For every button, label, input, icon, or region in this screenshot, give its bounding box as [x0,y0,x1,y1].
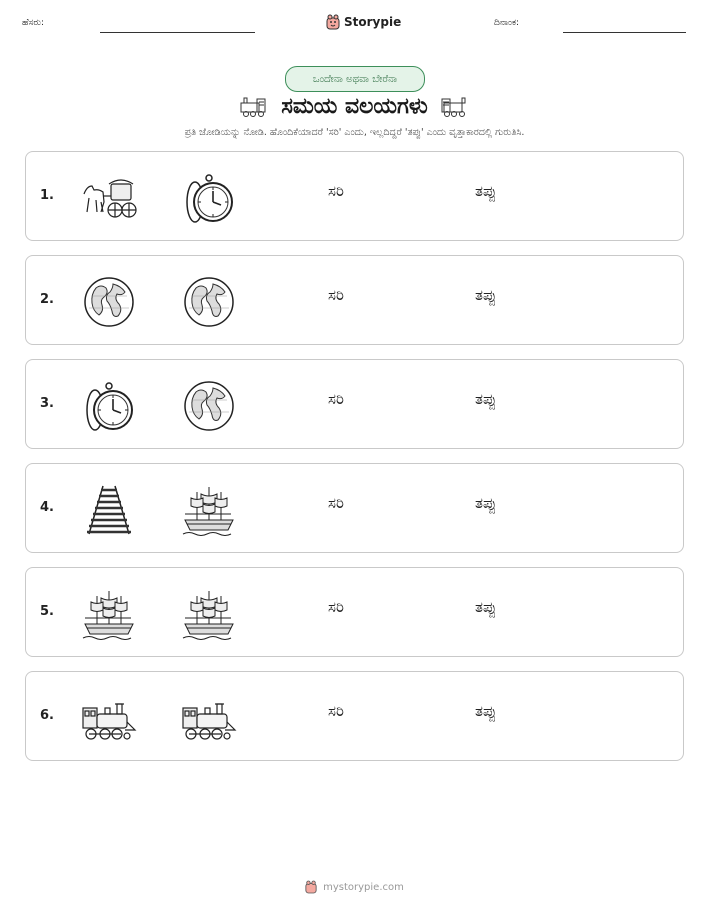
steam-train-icon [81,692,137,744]
pocket-watch-icon [81,380,137,432]
brand-name: Storypie [344,15,402,29]
question-row [25,255,684,345]
steam-train-icon [440,95,470,117]
railway-track-icon [81,484,137,536]
steam-train-icon [181,692,237,744]
storypie-mascot-icon [305,880,317,894]
date-field[interactable] [563,32,686,33]
date-label: ದಿನಾಂಕ: [494,18,520,28]
option-false[interactable]: ತಪ್ಪು [475,702,497,720]
globe-icon [181,276,237,328]
name-label: ಹೆಸರು: [22,18,45,28]
question-row [25,567,684,657]
question-number: 1. [40,188,54,203]
option-false[interactable]: ತಪ್ಪು [475,286,497,304]
question-number: 2. [40,292,54,307]
category-tag-text: ಒಂದೇನಾ ಅಥವಾ ಬೇರೆನಾ [312,73,398,85]
option-false[interactable]: ತಪ್ಪು [475,598,497,616]
title-row [0,90,709,122]
option-true[interactable]: ಸರಿ [328,390,344,408]
footer-site: mystorypie.com [323,881,404,893]
option-false[interactable]: ತಪ್ಪು [475,182,497,200]
question-row [25,671,684,761]
question-number: 4. [40,500,54,515]
question-number: 5. [40,604,54,619]
pocket-watch-icon [181,172,237,224]
question-number: 3. [40,396,54,411]
question-row [25,151,684,241]
option-true[interactable]: ಸರಿ [328,494,344,512]
option-true[interactable]: ಸರಿ [328,702,344,720]
brand-logo [326,14,401,30]
horse-carriage-icon [81,172,137,224]
globe-icon [181,380,237,432]
option-true[interactable]: ಸರಿ [328,182,344,200]
page-title: ಸಮಯ ವಲಯಗಳು [281,93,428,119]
footer [0,880,709,894]
sailing-ship-icon [81,588,137,640]
option-true[interactable]: ಸರಿ [328,598,344,616]
category-tag [285,66,425,92]
option-false[interactable]: ತಪ್ಪು [475,390,497,408]
option-false[interactable]: ತಪ್ಪು [475,494,497,512]
instructions: ಪ್ರತಿ ಜೋಡಿಯನ್ನು ನೋಡಿ. ಹೊಂದಿಕೆಯಾದರೆ 'ಸರಿ' ಎಂದು, ಇಲ್ಲದಿದ್ದರೆ 'ತಪ್ಪು' ಎಂದು ವೃತ್ತಾಕಾರದಲ್ಲಿ ಗುರುತಿಸಿ. [184,127,525,138]
steam-train-icon [239,95,269,117]
name-field[interactable] [100,32,255,33]
sailing-ship-icon [181,484,237,536]
question-row [25,463,684,553]
storypie-mascot-icon [326,14,340,30]
question-row [25,359,684,449]
option-true[interactable]: ಸರಿ [328,286,344,304]
sailing-ship-icon [181,588,237,640]
question-number: 6. [40,708,54,723]
globe-icon [81,276,137,328]
